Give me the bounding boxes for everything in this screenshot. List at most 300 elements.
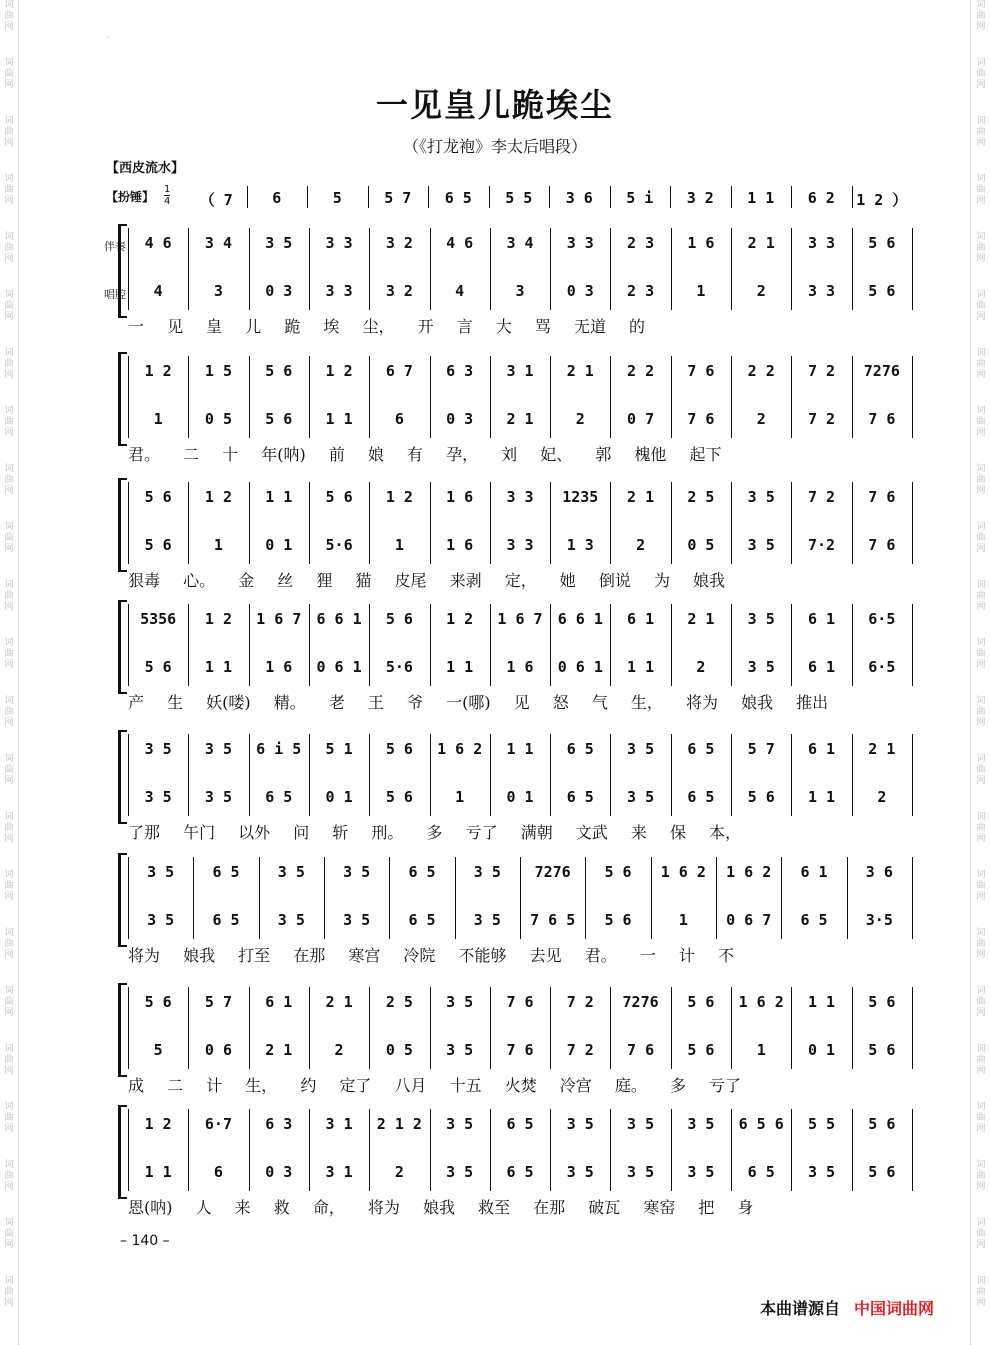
vocal-note: 1 1 <box>627 658 655 676</box>
vocal-note: 5 6 <box>385 788 413 806</box>
watermark-text: 词 曲 网 <box>976 464 986 496</box>
accompaniment-note: 1 6 2 <box>738 993 784 1011</box>
watermark-text: 词 曲 网 <box>4 638 14 670</box>
watermark-text: 词 曲 网 <box>4 986 14 1018</box>
accompaniment-note: 3 5 <box>147 863 175 881</box>
vocal-note: 2 <box>696 658 706 676</box>
accompaniment-note: 2 1 <box>868 740 896 758</box>
accompaniment-note: 1 5 <box>204 362 232 380</box>
watermark-divider-left <box>18 0 19 1345</box>
accompaniment-note: 1 1 <box>807 993 836 1011</box>
score-system <box>106 1105 912 1225</box>
vocal-note: 0 3 <box>265 1163 293 1181</box>
accompaniment-note: 2 5 <box>687 488 715 506</box>
vocal-note: 3 5 <box>446 1163 474 1181</box>
vocal-note: 2 <box>334 1041 344 1059</box>
watermark-text: 词 曲 网 <box>976 174 986 206</box>
vocal-note: 0 6 7 <box>726 911 772 929</box>
watermark-text: 词 曲 网 <box>4 580 14 612</box>
watermark-text: 词 曲 网 <box>976 928 986 960</box>
song-title: 一见皇儿跪埃尘 <box>375 86 614 124</box>
accompaniment-note: 5 6 <box>868 1115 896 1133</box>
accompaniment-note: 3 5 <box>446 993 474 1011</box>
lyrics-line: 产 生 妖(喽) 精。 老 王 爷 一(哪) 见 怒 气 生， 将为 娘我 推出 <box>128 693 829 712</box>
vocal-note: 1 <box>678 911 688 929</box>
intro-note: （ 7 <box>199 191 233 209</box>
watermark-text: 词 曲 网 <box>4 348 14 380</box>
source-credit <box>760 1296 934 1319</box>
accompaniment-note: 1 6 7 <box>256 610 302 628</box>
vocal-note: 3 <box>515 282 525 300</box>
intro-note: 6 <box>272 189 282 207</box>
accompaniment-note: 3 5 <box>473 863 501 881</box>
watermark-text: 词 曲 网 <box>976 580 986 612</box>
vocal-note: 0 6 1 <box>316 658 362 676</box>
vocal-note: 1 1 <box>325 410 353 428</box>
vocal-note: 6 5 <box>800 911 828 929</box>
tempo-marking: 【西皮流水】 <box>106 161 185 176</box>
vocal-note: 2 <box>575 410 585 428</box>
accompaniment-note: 3 5 <box>566 1115 594 1133</box>
vocal-note: 3 5 <box>204 788 232 806</box>
watermark-text: 词 曲 网 <box>4 928 14 960</box>
lyrics-line: 恩(呐) 人 来 救 命， 将为 娘我 救至 在那 破瓦 寒窑 把 身 <box>128 1198 754 1217</box>
vocal-note: 0 3 <box>446 410 474 428</box>
accompaniment-note: 1 2 <box>385 488 413 506</box>
barline <box>610 186 611 208</box>
accompaniment-note: 5 6 <box>385 740 413 758</box>
vocal-note: 3 5 <box>144 788 172 806</box>
watermark-text: 词 曲 网 <box>4 1102 14 1134</box>
accompaniment-note: 7276 <box>534 863 571 881</box>
score-system <box>106 478 912 598</box>
vocal-note: 5 6 <box>868 1041 896 1059</box>
vocal-note: 3 5 <box>627 788 655 806</box>
vocal-note: 6·5 <box>868 658 896 676</box>
vocal-note: 7 2 <box>807 410 836 428</box>
accompaniment-note: 3 6 <box>865 863 893 881</box>
accompaniment-note: 1 6 2 <box>437 740 483 758</box>
accompaniment-note: 5 6 <box>144 993 172 1011</box>
accompaniment-note: 6 5 <box>212 863 240 881</box>
watermark-text: 词 曲 网 <box>976 1044 986 1076</box>
intro-note: 1 2 ） <box>856 191 908 209</box>
score-system <box>106 352 912 472</box>
barline <box>731 186 732 208</box>
accompaniment-note: 2 1 <box>566 362 594 380</box>
vocal-note: 6 1 <box>807 658 836 676</box>
vocal-note: 0 3 <box>566 282 594 300</box>
vocal-note: 7 6 <box>506 1041 534 1059</box>
vocal-note: 3 5 <box>747 658 775 676</box>
accompaniment-note: 3 5 <box>446 1115 474 1133</box>
time-signature-top: 1 <box>164 184 171 195</box>
watermark-text: 词 曲 网 <box>976 522 986 554</box>
barline <box>912 356 913 438</box>
accompaniment-note: 2 1 <box>747 234 775 252</box>
vocal-note: 1 1 <box>807 788 836 806</box>
vocal-note: 3 3 <box>506 536 534 554</box>
accompaniment-note: 6 6 1 <box>316 610 362 628</box>
intro-label: 【扮锤】 <box>106 190 155 204</box>
accompaniment-note: 5 6 <box>144 488 172 506</box>
accompaniment-note: 5 6 <box>868 234 896 252</box>
vocal-note: 0 1 <box>506 788 534 806</box>
vocal-note: 5 6 <box>604 911 632 929</box>
accompaniment-note: 1 2 <box>144 362 172 380</box>
vocal-note: 2 1 <box>265 1041 293 1059</box>
accompaniment-note: 6 5 <box>506 1115 534 1133</box>
barline <box>549 186 550 208</box>
watermark-text: 词 曲 网 <box>976 1160 986 1192</box>
vocal-note: 3 3 <box>325 282 353 300</box>
barline <box>912 734 913 816</box>
vocal-note: 0 3 <box>265 282 293 300</box>
watermark-text: 词 曲 网 <box>976 696 986 728</box>
vocal-note: 0 1 <box>325 788 353 806</box>
accompaniment-note: 7 2 <box>566 993 594 1011</box>
accompaniment-note: 1 2 <box>325 362 353 380</box>
accompaniment-note: 5 6 <box>385 610 413 628</box>
watermark-text: 词 曲 网 <box>976 754 986 786</box>
vocal-note: 1 1 <box>204 658 232 676</box>
vocal-note: 2 <box>877 788 887 806</box>
accompaniment-note: 1 1 <box>265 488 293 506</box>
vocal-note: 0 5 <box>687 536 715 554</box>
vocal-note: 4 <box>455 282 465 300</box>
accompaniment-note: 3 3 <box>506 488 534 506</box>
intro-note: 5 i <box>626 189 654 207</box>
barline <box>912 1109 913 1191</box>
watermark-text: 词 曲 网 <box>976 348 986 380</box>
accompaniment-note: 3 5 <box>687 1115 715 1133</box>
accompaniment-note: 6·5 <box>868 610 896 628</box>
vocal-note: 3 <box>213 282 223 300</box>
accompaniment-note: 4 6 <box>144 234 172 252</box>
vocal-note: 4 <box>153 282 163 300</box>
accompaniment-note: 1 6 <box>687 234 715 252</box>
barline <box>489 186 490 208</box>
accompaniment-note: 5 5 <box>807 1115 836 1133</box>
accompaniment-note: 6 3 <box>446 362 474 380</box>
watermark-text: 词 曲 网 <box>4 1044 14 1076</box>
accompaniment-note: 1 2 <box>204 488 232 506</box>
source-prefix: 本曲谱源自 <box>760 1299 841 1318</box>
accompaniment-note: 5356 <box>140 610 177 628</box>
watermark-text: 词 曲 网 <box>4 1276 14 1308</box>
vocal-note: 2 <box>394 1163 404 1181</box>
vocal-note: 1 3 <box>566 536 594 554</box>
system-bracket <box>118 853 127 947</box>
barline <box>307 186 308 208</box>
vocal-note: 0 5 <box>204 410 232 428</box>
intro-note: 5 5 <box>505 189 533 207</box>
accompaniment-note: 6 7 <box>385 362 413 380</box>
barline <box>670 186 671 208</box>
vocal-note: 0 5 <box>385 1041 413 1059</box>
accompaniment-note: 3 3 <box>325 234 353 252</box>
accompaniment-note: 6 1 <box>627 610 655 628</box>
accompaniment-note: 2 1 <box>325 993 353 1011</box>
barline <box>912 987 913 1069</box>
vocal-note: 1 <box>394 536 404 554</box>
accompaniment-note: 5 7 <box>747 740 775 758</box>
watermark-text: 词 曲 网 <box>4 870 14 902</box>
intro-note: 1 1 <box>747 189 775 207</box>
vocal-note: 5·6 <box>325 536 353 554</box>
intro-note: 5 <box>332 189 342 207</box>
lyrics-line: 成 二 计 生， 约 定了 八月 十五 火焚 冷宫 庭。 多 亏了 <box>128 1076 742 1095</box>
vocal-note: 7 6 5 <box>530 911 576 929</box>
accompaniment-note: 3 5 <box>277 863 305 881</box>
accompaniment-note: 6 1 <box>800 863 828 881</box>
vocal-note: 0 7 <box>627 410 655 428</box>
lyrics-line: 君。 二 十 年(呐) 前 娘 有 孕， 刘 妃、 郭 槐他 起下 <box>128 445 722 464</box>
accompaniment-note: 3 5 <box>747 610 775 628</box>
accompaniment-note: 5 6 <box>325 488 353 506</box>
vocal-note: 1 <box>696 282 706 300</box>
barline <box>247 186 248 208</box>
vocal-note: 3 5 <box>277 911 305 929</box>
vocal-note: 1 6 <box>506 658 534 676</box>
vocal-note: 6 5 <box>747 1163 775 1181</box>
vocal-note: 1 1 <box>446 658 474 676</box>
watermark-text: 词 曲 网 <box>976 812 986 844</box>
intro-note: 3 6 <box>565 189 593 207</box>
accompaniment-note: 2 3 <box>627 234 655 252</box>
accompaniment-note: 7 6 <box>506 993 534 1011</box>
vocal-note: 3 2 <box>385 282 413 300</box>
accompaniment-note: 6 3 <box>265 1115 293 1133</box>
page-number: – 140 – <box>120 1233 170 1249</box>
vocal-note: 3 5 <box>687 1163 715 1181</box>
system-bracket <box>118 478 127 572</box>
vocal-note: 3 5 <box>473 911 501 929</box>
vocal-note: 7 6 <box>627 1041 655 1059</box>
barline <box>912 857 913 939</box>
vocal-note: 5 6 <box>868 1163 896 1181</box>
accompaniment-note: 2 1 2 <box>376 1115 422 1133</box>
vocal-note: 5 <box>153 1041 163 1059</box>
vocal-note: 7 6 <box>868 410 896 428</box>
source-site[interactable]: 中国词曲网 <box>854 1299 935 1318</box>
system-bracket <box>118 600 127 694</box>
watermark-text: 词 曲 网 <box>4 58 14 90</box>
accompaniment-note: 4 6 <box>446 234 474 252</box>
accompaniment-note: 5 6 <box>265 362 293 380</box>
accompaniment-note: 2 2 <box>627 362 655 380</box>
vocal-note: 3 1 <box>325 1163 353 1181</box>
barline <box>428 186 429 208</box>
accompaniment-note: 6 5 <box>566 740 594 758</box>
vocal-note: 7 2 <box>566 1041 594 1059</box>
vocal-note: 1 <box>455 788 465 806</box>
watermark-text: 词 曲 网 <box>4 406 14 438</box>
accompaniment-note: 2 2 <box>747 362 775 380</box>
vocal-note: 7 6 <box>687 410 715 428</box>
accompaniment-note: 2 1 <box>687 610 715 628</box>
accompaniment-note: 6 i 5 <box>256 740 302 758</box>
watermark-text: 词 曲 网 <box>4 522 14 554</box>
watermark-strip-left <box>2 0 16 1345</box>
accompaniment-note: 3 5 <box>265 234 293 252</box>
vocal-note: 3·5 <box>865 911 893 929</box>
vocal-note: 6 <box>394 410 404 428</box>
vocal-note: 5 6 <box>687 1041 715 1059</box>
accompaniment-note: 1 2 <box>204 610 232 628</box>
accompaniment-note: 2 1 <box>627 488 655 506</box>
vocal-note: 0 1 <box>265 536 293 554</box>
vocal-note: 1 <box>756 1041 766 1059</box>
vocal-note: 6 5 <box>566 788 594 806</box>
vocal-note: 3 5 <box>807 1163 836 1181</box>
watermark-text: 词 曲 网 <box>4 0 14 32</box>
accompaniment-note: 6 5 6 <box>738 1115 784 1133</box>
vocal-note: 5 6 <box>265 410 293 428</box>
accompaniment-note: 6 5 <box>687 740 715 758</box>
accompaniment-note: 6 1 <box>807 740 836 758</box>
accompaniment-note: 7 6 <box>687 362 715 380</box>
accompaniment-note: 3 5 <box>204 740 232 758</box>
system-bracket <box>118 730 127 824</box>
accompaniment-note: 5 6 <box>868 993 896 1011</box>
watermark-text: 词 曲 网 <box>4 812 14 844</box>
accompaniment-note: 6 1 <box>807 610 836 628</box>
intro-note: 6 2 <box>807 189 835 207</box>
vocal-note: 3 5 <box>446 1041 474 1059</box>
barline <box>912 228 913 310</box>
vocal-note: 1 <box>213 536 223 554</box>
accompaniment-note: 3 3 <box>807 234 836 252</box>
vocal-note: 6 5 <box>506 1163 534 1181</box>
vocal-note: 0 6 <box>204 1041 232 1059</box>
accompaniment-note: 1 1 <box>506 740 534 758</box>
accompaniment-note: 7276 <box>863 362 900 380</box>
watermark-text: 词 曲 网 <box>4 754 14 786</box>
vocal-note: 6 5 <box>265 788 293 806</box>
watermark-text: 词 曲 网 <box>976 290 986 322</box>
vocal-note: 2 1 <box>506 410 534 428</box>
accompaniment-note: 7 2 <box>807 488 836 506</box>
intro-note: 3 2 <box>686 189 714 207</box>
vocal-note: 5 6 <box>747 788 775 806</box>
accompaniment-note: 5 6 <box>687 993 715 1011</box>
accompaniment-note: 7 2 <box>807 362 836 380</box>
watermark-text: 词 曲 网 <box>4 464 14 496</box>
watermark-text: 词 曲 网 <box>976 986 986 1018</box>
scan-speck: · <box>106 33 109 42</box>
vocal-note: 5 6 <box>144 658 172 676</box>
watermark-text: 词 曲 网 <box>976 406 986 438</box>
watermark-text: 词 曲 网 <box>976 232 986 264</box>
intro-note: 6 5 <box>444 189 472 207</box>
watermark-text: 词 曲 网 <box>976 116 986 148</box>
time-signature <box>164 184 170 207</box>
watermark-text: 词 曲 网 <box>976 1102 986 1134</box>
watermark-text: 词 曲 网 <box>4 1160 14 1192</box>
system-bracket <box>118 1105 127 1199</box>
vocal-note: 1 1 <box>144 1163 172 1181</box>
accompaniment-note: 3 1 <box>506 362 534 380</box>
accompaniment-note: 3 1 <box>325 1115 353 1133</box>
lyrics-line: 一 见 皇 儿 跪 埃 尘， 开 言 大 骂 无道 的 <box>128 317 646 336</box>
watermark-text: 词 曲 网 <box>976 0 986 32</box>
watermark-text: 词 曲 网 <box>976 1276 986 1308</box>
vocal-note: 6 <box>213 1163 223 1181</box>
barline <box>368 186 369 208</box>
accompaniment-note: 3 5 <box>144 740 172 758</box>
system-bracket <box>118 352 127 446</box>
time-signature-bottom: 4 <box>164 196 171 207</box>
accompaniment-note: 7276 <box>622 993 659 1011</box>
accompaniment-note: 3 4 <box>204 234 232 252</box>
accompaniment-note: 3 5 <box>747 488 775 506</box>
vocal-note: 3 5 <box>343 911 371 929</box>
vocal-note: 3 3 <box>807 282 836 300</box>
vocal-note: 6 5 <box>408 911 436 929</box>
vocal-note: 3 5 <box>747 536 775 554</box>
vocal-note: 6 5 <box>212 911 240 929</box>
vocal-note: 7·2 <box>807 536 836 554</box>
watermark-text: 词 曲 网 <box>4 232 14 264</box>
barline <box>791 186 792 208</box>
accompaniment-note: 1 2 <box>446 610 474 628</box>
score-system <box>106 730 912 850</box>
score-system <box>106 853 912 973</box>
accompaniment-note: 3 5 <box>343 863 371 881</box>
song-subtitle: （《打龙袍》李太后唱段） <box>402 137 587 156</box>
accompaniment-note: 1235 <box>562 488 599 506</box>
watermark-text: 词 曲 网 <box>4 1218 14 1250</box>
watermark-strip-right <box>974 0 988 1345</box>
accompaniment-note: 7 6 <box>868 488 896 506</box>
accompaniment-note: 1 6 7 <box>497 610 543 628</box>
intro-line <box>106 184 912 212</box>
vocal-note: 1 6 <box>446 536 474 554</box>
accompaniment-note: 3 4 <box>506 234 534 252</box>
vocal-note: 2 <box>756 282 766 300</box>
accompaniment-note: 3 5 <box>627 740 655 758</box>
accompaniment-note: 3 2 <box>385 234 413 252</box>
barline <box>912 604 913 686</box>
system-bracket <box>118 983 127 1077</box>
vocal-note: 0 1 <box>807 1041 836 1059</box>
accompaniment-label: 伴奏 <box>104 240 126 253</box>
accompaniment-note: 1 6 2 <box>726 863 772 881</box>
vocal-note: 2 <box>636 536 646 554</box>
accompaniment-note: 2 5 <box>385 993 413 1011</box>
vocal-note: 5·6 <box>385 658 413 676</box>
vocal-note: 0 6 1 <box>557 658 603 676</box>
accompaniment-note: 6 6 1 <box>557 610 603 628</box>
watermark-divider-right <box>970 0 971 1345</box>
barline <box>912 482 913 564</box>
accompaniment-note: 5 7 <box>204 993 232 1011</box>
accompaniment-note: 1 2 <box>144 1115 172 1133</box>
lyrics-line: 了那 午门 以外 问 斩 刑。 多 亏了 满朝 文武 来 保 本， <box>128 823 742 842</box>
watermark-text: 词 曲 网 <box>4 696 14 728</box>
score-system <box>106 224 912 344</box>
watermark-text: 词 曲 网 <box>976 1218 986 1250</box>
score-system <box>106 983 912 1103</box>
vocal-note: 3 5 <box>627 1163 655 1181</box>
watermark-text: 词 曲 网 <box>976 58 986 90</box>
vocal-note: 5 6 <box>144 536 172 554</box>
accompaniment-note: 3 5 <box>627 1115 655 1133</box>
watermark-text: 词 曲 网 <box>4 290 14 322</box>
vocal-note: 2 3 <box>627 282 655 300</box>
lyrics-line: 将为 娘我 打至 在那 寒宫 冷院 不能够 去见 君。 一 计 不 <box>128 946 734 965</box>
